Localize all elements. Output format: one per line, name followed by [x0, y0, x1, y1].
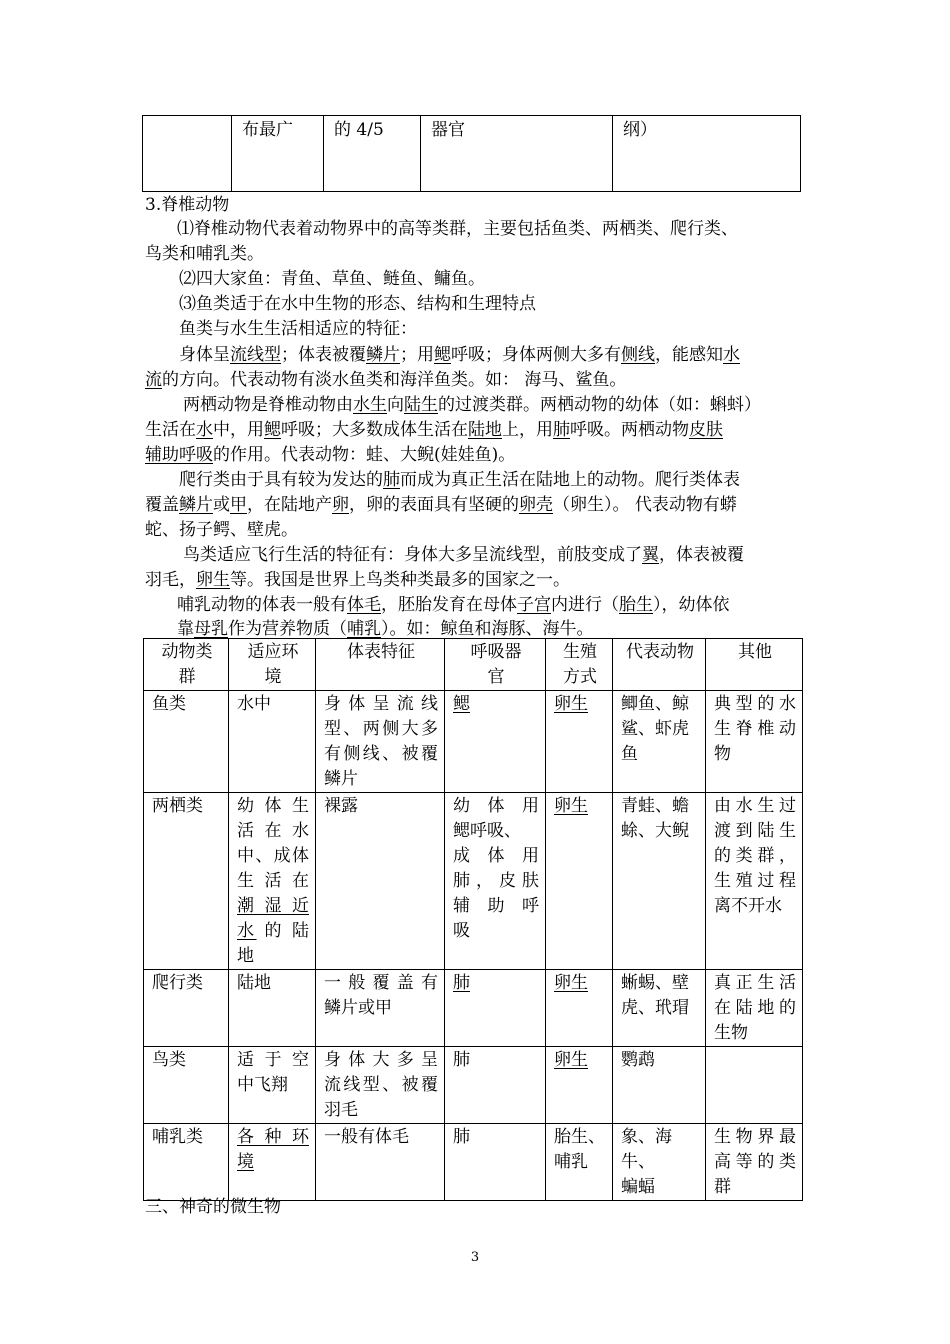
vertebrate-table — [143, 638, 803, 1201]
table-cell: 由水生过 渡到陆生 的类群， 生殖过程 离不开水 — [706, 793, 803, 970]
table-cell: 幼体用 鳃呼吸、 成体用 肺，皮肤 辅助呼 吸 — [445, 793, 546, 970]
reptile-paragraph-cont: 覆盖鳞片或甲，在陆地产卵，卵的表面具有坚硬的卵壳（卵生）。 代表动物有蟒 — [145, 495, 737, 515]
table-cell: 胎生、 哺乳 — [546, 1124, 613, 1201]
table-row — [144, 1124, 803, 1201]
paragraph: ⑴脊椎动物代表着动物界中的高等类群，主要包括鱼类、两栖类、爬行类、 — [177, 219, 738, 239]
table-header: 动物类 群 — [144, 639, 229, 691]
table-cell: 生物界最 高等的类 群 — [706, 1124, 803, 1201]
amphibian-paragraph-cont: 辅助呼吸的作用。代表动物：蛙、大鲵(娃娃鱼)。 — [145, 445, 516, 465]
table-cell: 两栖类 — [144, 793, 229, 970]
fish-paragraph: 身体呈流线型；体表被覆鳞片；用鳃呼吸；身体两侧大多有侧线，能感知水 — [179, 345, 740, 365]
table-cell: 卵生 — [546, 793, 613, 970]
table-row — [144, 970, 803, 1047]
amphibian-paragraph-cont: 生活在水中，用鳃呼吸；大多数成体生活在陆地上，用肺呼吸。两栖动物皮肤 — [145, 420, 723, 440]
bird-paragraph-cont: 羽毛，卵生等。我国是世界上鸟类种类最多的国家之一。 — [145, 570, 570, 590]
table-cell: 陆地 — [229, 970, 316, 1047]
paragraph: ⑵四大家鱼：青鱼、草鱼、鲢鱼、鳙鱼。 — [179, 269, 485, 289]
table-cell: 一般覆盖有 鳞片或甲 — [316, 970, 445, 1047]
table-cell: 鳃 — [445, 691, 546, 793]
table-cell: 各种环 境 — [229, 1124, 316, 1201]
paragraph: 鱼类与水生生活相适应的特征： — [179, 319, 417, 339]
paragraph: 鸟类和哺乳类。 — [145, 244, 264, 264]
amphibian-paragraph: 两栖动物是脊椎动物由水生向陆生的过渡类群。两栖动物的幼体（如：蝌蚪） — [183, 395, 761, 415]
table-cell: 的 4/5 — [324, 116, 421, 192]
table-cell: 卵生 — [546, 691, 613, 793]
table-cell — [143, 116, 232, 192]
table-cell: 卵生 — [546, 1047, 613, 1124]
table-cell: 爬行类 — [144, 970, 229, 1047]
reptile-paragraph-cont: 蛇、扬子鳄、壁虎。 — [145, 520, 298, 540]
table-cell: 哺乳类 — [144, 1124, 229, 1201]
paragraph: ⑶鱼类适于在水中生物的形态、结构和生理特点 — [179, 294, 536, 314]
table-cell: 青蛙、蟾 蜍、大鲵 — [613, 793, 706, 970]
bird-paragraph: 鸟类适应飞行生活的特征有：身体大多呈流线型，前肢变成了翼，体表被覆 — [183, 545, 744, 565]
table-header: 其他 — [706, 639, 803, 691]
table-row — [143, 116, 801, 192]
table-cell: 适于空 中飞翔 — [229, 1047, 316, 1124]
mammal-paragraph-cont: 靠母乳作为营养物质（哺乳）。如：鲸鱼和海豚、海牛。 — [177, 619, 594, 639]
top-table-fragment — [142, 115, 801, 192]
table-cell: 肺 — [445, 1124, 546, 1201]
table-header: 生殖 方式 — [546, 639, 613, 691]
table-cell — [706, 1047, 803, 1124]
table-cell: 肺 — [445, 1047, 546, 1124]
table-cell: 鸟类 — [144, 1047, 229, 1124]
table-cell: 卵生 — [546, 970, 613, 1047]
table-cell: 真正生活 在陆地的 生物 — [706, 970, 803, 1047]
fish-paragraph-cont: 流的方向。代表动物有淡水鱼类和海洋鱼类。如： 海马、鲨鱼。 — [145, 370, 627, 390]
table-cell: 幼体生 活在水 中、成体 生活在 潮湿近 水 的 陆 地 — [229, 793, 316, 970]
table-cell: 身体大多呈 流线型、被覆 羽毛 — [316, 1047, 445, 1124]
table-cell: 裸露 — [316, 793, 445, 970]
table-cell: 象、海牛、 蝙蝠 — [613, 1124, 706, 1201]
table-cell: 鲫鱼、鲸 鲨、虾虎 鱼 — [613, 691, 706, 793]
table-header-row — [144, 639, 803, 691]
table-cell: 肺 — [445, 970, 546, 1047]
table-header: 呼吸器 官 — [445, 639, 546, 691]
table-row — [144, 691, 803, 793]
table-row — [144, 793, 803, 970]
table-cell: 布最广 — [232, 116, 324, 192]
table-cell: 身体呈流线 型、两侧大多 有侧线、被覆 鳞片 — [316, 691, 445, 793]
section-heading: 3.脊椎动物 — [145, 195, 230, 215]
table-cell: 器官 — [421, 116, 613, 192]
table-header: 体表特征 — [316, 639, 445, 691]
table-cell: 鹦鹉 — [613, 1047, 706, 1124]
table-cell: 蜥蜴、壁 虎、玳瑁 — [613, 970, 706, 1047]
table-cell: 典型的水 生脊椎动 物 — [706, 691, 803, 793]
table-cell: 水中 — [229, 691, 316, 793]
table-cell: 一般有体毛 — [316, 1124, 445, 1201]
reptile-paragraph: 爬行类由于具有较为发达的肺而成为真正生活在陆地上的动物。爬行类体表 — [179, 470, 740, 490]
table-cell: 鱼类 — [144, 691, 229, 793]
section-heading: 三、神奇的微生物 — [145, 1197, 281, 1217]
table-header: 代表动物 — [613, 639, 706, 691]
table-header: 适应环 境 — [229, 639, 316, 691]
mammal-paragraph: 哺乳动物的体表一般有体毛，胚胎发育在母体子宫内进行（胎生），幼体依 — [177, 595, 730, 615]
table-row — [144, 1047, 803, 1124]
page-number: 3 — [470, 1250, 480, 1265]
table-cell: 纲） — [613, 116, 801, 192]
